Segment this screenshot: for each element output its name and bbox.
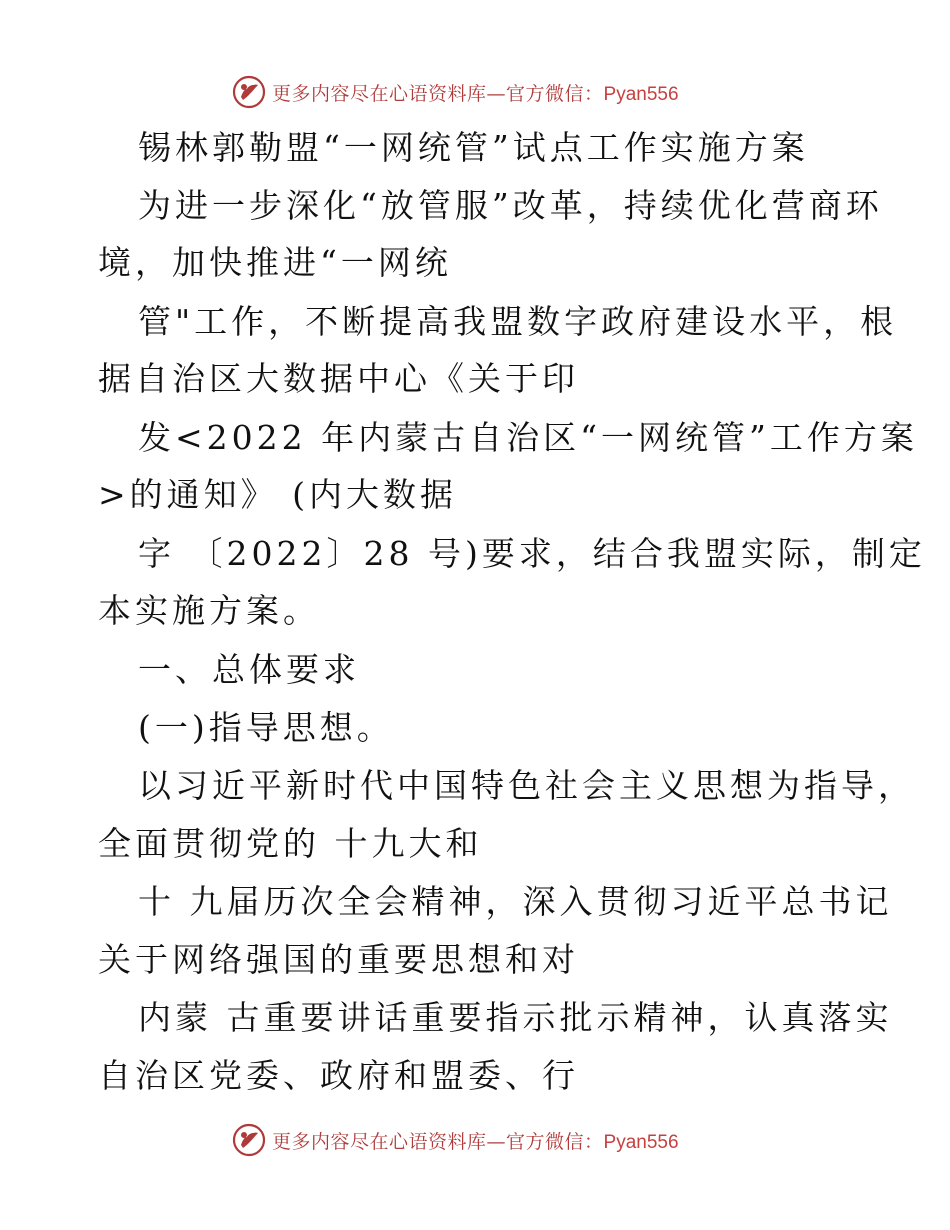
banner-dash: — <box>486 82 507 105</box>
text-line: 以习近平新时代中国特色社会主义思想为指导， <box>138 766 915 805</box>
text-line: 内蒙 古重要讲话重要指示批示精神，认真落实 <box>138 998 893 1037</box>
text-line: 自治区党委、政府和盟委、行 <box>98 1056 579 1095</box>
document-title: 锡林郭勒盟“一网统管”试点工作实施方案 <box>138 128 809 167</box>
banner-main-text: 更多内容尽在心语资料库 <box>272 82 487 105</box>
banner-wechat-id: Pyan556 <box>603 1131 679 1153</box>
banner-text <box>272 1127 679 1154</box>
header-watermark-banner <box>232 72 679 112</box>
banner-dash: — <box>486 1130 507 1153</box>
banner-text <box>272 79 679 106</box>
text-line: 发<2022 年内蒙古自治区“一网统管”工作方案 <box>138 418 918 457</box>
section-heading: 一、总体要求 <box>138 650 360 689</box>
text-line: 管"工作，不断提高我盟数字政府建设水平，根 <box>138 302 898 341</box>
flower-logo-icon <box>232 75 266 109</box>
text-line: 关于网络强国的重要思想和对 <box>98 940 579 979</box>
banner-wechat-label: 官方微信： <box>506 82 604 105</box>
text-line: >的通知》 (内大数据 <box>98 475 458 514</box>
subsection-heading: (一)指导思想。 <box>138 708 394 747</box>
footer-watermark-banner <box>232 1120 679 1160</box>
text-line: 为进一步深化“放管服”改革，持续优化营商环 <box>138 186 883 225</box>
banner-wechat-id: Pyan556 <box>603 83 679 105</box>
banner-wechat-label: 官方微信： <box>506 1130 604 1153</box>
banner-main-text: 更多内容尽在心语资料库 <box>272 1130 487 1153</box>
text-line: 据自治区大数据中心《关于印 <box>98 359 579 398</box>
text-line: 境，加快推进“一网统 <box>98 243 452 282</box>
text-line: 字 〔2022〕28 号)要求，结合我盟实际，制定 <box>138 534 926 573</box>
text-line: 十 九届历次全会精神，深入贯彻习近平总书记 <box>138 882 893 921</box>
text-line: 本实施方案。 <box>98 591 320 630</box>
flower-logo-icon <box>232 1123 266 1157</box>
text-line: 全面贯彻党的 十九大和 <box>98 824 483 863</box>
